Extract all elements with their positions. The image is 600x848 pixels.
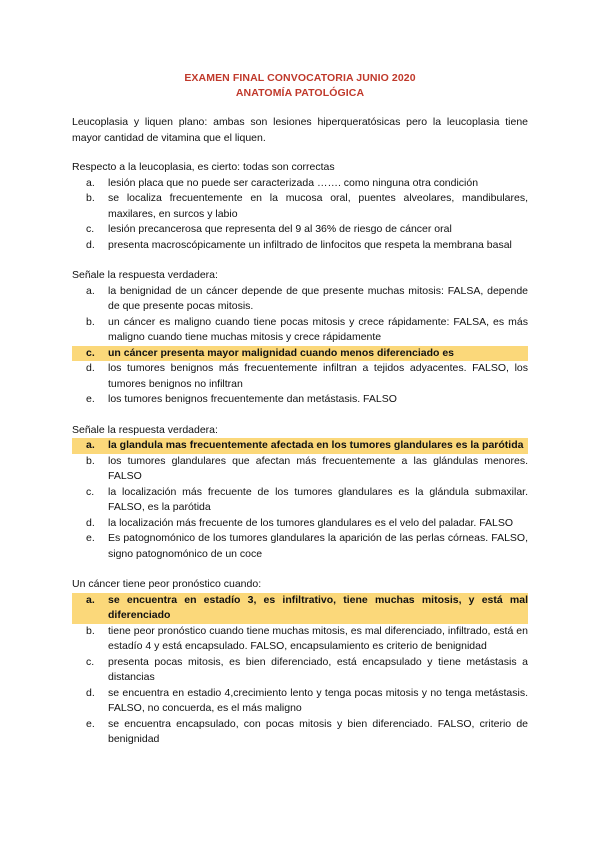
answer-option-b: [72, 624, 528, 655]
option-text: lesión placa que no puede ser caracterizada ……. como ninguna otra condición: [108, 176, 479, 189]
option-text: se encuentra en estadio 4,crecimiento lento y tenga pocas mitosis y no tenga metástasis. FALSO, no concuerda, es el más maligno: [108, 686, 528, 714]
answer-option-d: [72, 516, 528, 532]
answer-option-a: [72, 176, 528, 192]
question-text: Un cáncer tiene peor pronóstico cuando:: [72, 578, 262, 590]
option-text: se localiza frecuentemente en la mucosa oral, puentes alveolares, mandibulares, maxilares, en surcos y labio: [108, 192, 528, 220]
option-text-highlighted: se encuentra en estadío 3, es infiltrativo, tiene muchas mitosis, y está mal diferenciado: [108, 593, 528, 621]
question-text: Respecto a la leucoplasia, es cierto: todas son correctas: [72, 161, 335, 173]
option-marker: d.: [86, 686, 95, 699]
option-marker: c.: [86, 485, 95, 498]
answer-option-d: [72, 361, 528, 392]
option-text-highlighted: un cáncer presenta mayor malignidad cuando menos diferenciado es: [108, 346, 455, 359]
option-text: un cáncer es maligno cuando tiene pocas mitosis y crece rápidamente: FALSA, es más maligno cuando tiene muchas mitosis y crece rápidamente: [108, 315, 528, 343]
option-marker: e.: [86, 717, 95, 730]
option-marker: b.: [86, 454, 95, 467]
answer-option-c: [72, 655, 528, 686]
option-text: presenta macroscópicamente un infiltrado de linfocitos que respeta la membrana basal: [108, 238, 512, 251]
question-4: [72, 577, 528, 748]
option-text: los tumores benignos más frecuentemente infiltran a tejidos adyacentes. FALSO, los tumores benignos no infiltran: [108, 362, 528, 390]
option-marker: b.: [86, 624, 95, 637]
document-title: EXAMEN FINAL CONVOCATORIA JUNIO 2020: [184, 72, 416, 84]
option-marker: a.: [86, 593, 95, 606]
answer-option-b: [72, 191, 528, 222]
answer-option-e: [72, 392, 528, 408]
question-3: [72, 423, 528, 563]
answer-list: [72, 176, 528, 254]
question-text: Señale la respuesta verdadera:: [72, 269, 218, 281]
answer-option-c-correct: [72, 346, 528, 362]
answer-option-b: [72, 454, 528, 485]
option-marker: b.: [86, 315, 95, 328]
option-text: la localización más frecuente de los tumores glandulares es el velo del paladar. FALSO: [108, 516, 514, 529]
option-marker: a.: [86, 284, 95, 297]
option-marker: b.: [86, 192, 95, 204]
answer-option-e: [72, 531, 528, 562]
option-marker: a.: [86, 176, 95, 189]
option-marker: d.: [86, 362, 95, 374]
option-marker: c.: [86, 223, 95, 235]
option-text: tiene peor pronóstico cuando tiene muchas mitosis, es mal diferenciado, infiltrado, está en estadío 4 y está encapsulado. FALSO, encapsulamiento es criterio de benignidad: [108, 624, 528, 652]
option-text: la localización más frecuente de los tumores glandulares es la glándula submaxilar. FALSO, es la parótida: [108, 485, 528, 513]
answer-option-e: [72, 717, 528, 748]
answer-list: [72, 438, 528, 562]
document-subtitle: ANATOMÍA PATOLÓGICA: [235, 87, 365, 99]
option-text: los tumores glandulares que afectan más frecuentemente a las glándulas menores. FALSO: [108, 454, 528, 482]
answer-option-a-correct: [72, 438, 528, 454]
answer-option-c: [72, 222, 528, 238]
answer-option-d: [72, 238, 528, 254]
answer-option-d: [72, 686, 528, 717]
option-text: lesión precancerosa que representa del 9 al 36% de riesgo de cáncer oral: [108, 223, 452, 235]
option-marker: c.: [86, 655, 95, 668]
answer-option-c: [72, 485, 528, 516]
option-text-highlighted: la glandula mas frecuentemente afectada en los tumores glandulares es la parótida: [108, 439, 524, 451]
option-marker: e.: [86, 532, 95, 544]
option-text: se encuentra encapsulado, con pocas mitosis y bien diferenciado. FALSO, criterio de benignidad: [108, 717, 528, 745]
question-text: Señale la respuesta verdadera:: [72, 423, 218, 436]
question-2: [72, 268, 528, 408]
option-marker: d.: [86, 516, 95, 529]
answer-list: [72, 284, 528, 408]
document-header: [0, 71, 600, 101]
answer-option-b: [72, 315, 528, 346]
option-text: la benignidad de un cáncer depende de que presente muchas mitosis: FALSA, depende de que presente pocas mitosis.: [108, 284, 528, 312]
option-marker: e.: [86, 393, 95, 405]
intro-paragraph: Leucoplasia y liquen plano: ambas son lesiones hiperqueratósicas pero la leucoplasia tiene mayor cantidad de vitamina que el liquen.: [72, 116, 528, 144]
answer-list: [72, 593, 528, 748]
question-1: [72, 160, 528, 253]
document-body: [72, 115, 528, 763]
option-text: presenta pocas mitosis, es bien diferenciado, está encapsulado y tiene metástasis a distancias: [108, 655, 528, 683]
answer-option-a-correct: [72, 593, 528, 624]
option-text: Es patognomónico de los tumores glandulares la aparición de las perlas córneas. FALSO, signo patognomónico de un coce: [108, 532, 528, 560]
answer-option-a: [72, 284, 528, 315]
option-marker: d.: [86, 238, 95, 251]
option-marker: a.: [86, 439, 95, 451]
option-marker: c.: [86, 346, 95, 359]
option-text: los tumores benignos frecuentemente dan metástasis. FALSO: [108, 393, 397, 405]
